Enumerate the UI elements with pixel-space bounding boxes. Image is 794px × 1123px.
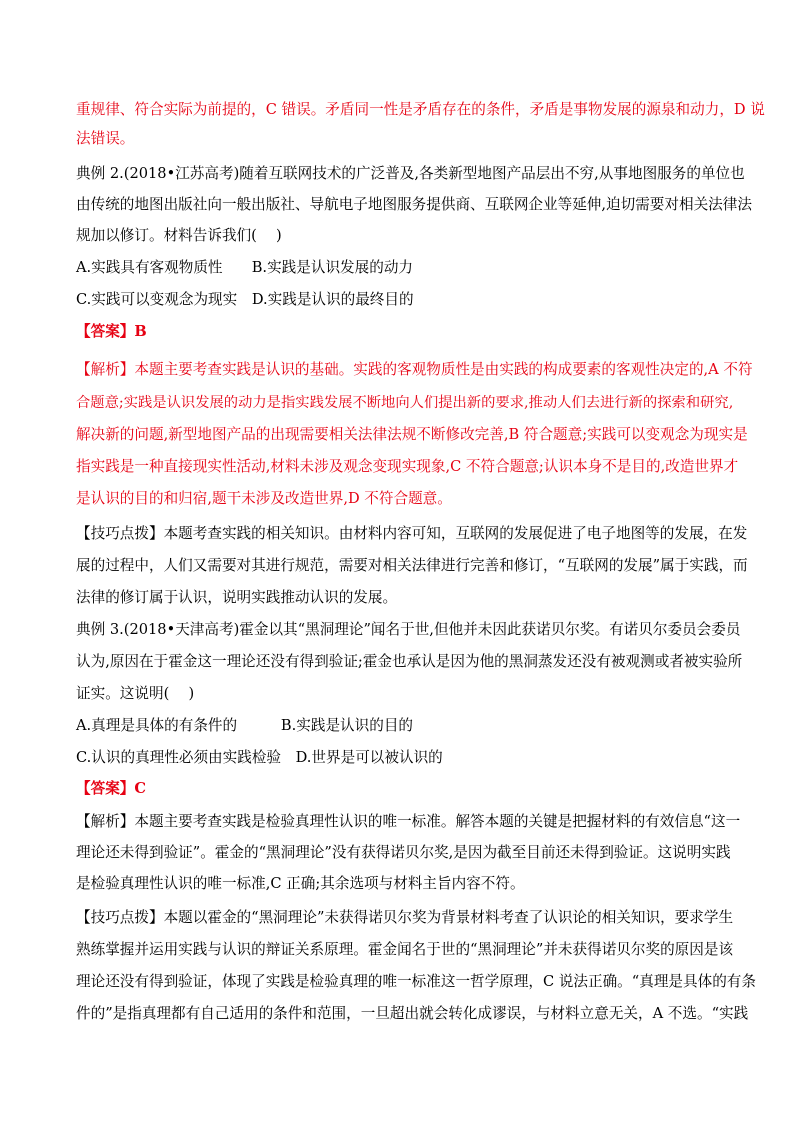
example-3-tip-line-1: 【技巧点拨】本题以霍金的“黑洞理论”未获得诺贝尔奖为背景材料考查了认识论的相关知识，要求学生: [76, 909, 734, 926]
example-2-analysis-line-4: 指实践是一种直接现实性活动,材料未涉及观念变现实现象,C 不符合题意;认识本身不是目的,改造世界才: [76, 458, 739, 475]
example-2-options-cd: C.实践可以变观念为现实 D.实践是认识的最终目的: [76, 291, 414, 308]
example-3-answer: 【答案】C: [76, 780, 146, 797]
example-2-analysis-line-5: 是认识的目的和归宿,题干未涉及改造世界,D 不符合题意。: [76, 490, 452, 507]
example-2-tip-line-2: 展的过程中，人们又需要对其进行规范，需要对相关法律进行完善和修订，“互联网的发展”属于实践，而: [76, 557, 748, 574]
example-2-analysis-line-2: 合题意;实践是认识发展的动力是指实践发展不断地向人们提出新的要求,推动人们去进行新的探索和研究,: [76, 395, 734, 411]
example-3-analysis-line-2: 理论还未得到验证”。霍金的“黑洞理论”没有获得诺贝尔奖,是因为截至目前还未得到验证。这说明实践: [76, 844, 731, 861]
example-3-question-line-1: 典例 3.(2018•天津高考)霍金以其“黑洞理论”闻名于世,但他并未因此获诺贝尔奖。有诺贝尔委员会委员: [76, 621, 741, 638]
example-2-question-line-2: 由传统的地图出版社向一般出版社、导航电子地图服务提供商、互联网企业等延伸,迫切需要对相关法律法: [76, 196, 752, 213]
example-3-question-line-2: 认为,原因在于霍金这一理论还没有得到验证;霍金也承认是因为他的黑洞蒸发还没有被观测或者被实验所: [76, 653, 743, 670]
example-2-question-line-1: 典例 2.(2018•江苏高考)随着互联网技术的广泛普及,各类新型地图产品层出不穷,从事地图服务的单位也: [76, 165, 745, 182]
explanation-continued-line-2: 法错误。: [76, 130, 135, 147]
example-2-answer: 【答案】B: [76, 323, 147, 340]
example-2-question-line-3: 规加以修订。材料告诉我们( ): [76, 227, 282, 244]
example-2-tip-line-3: 法律的修订属于认识，说明实践推动认识的发展。: [76, 589, 398, 606]
example-3-question-line-3: 证实。这说明( ): [76, 685, 195, 702]
example-3-tip-line-3: 理论还没有得到验证，体现了实践是检验真理的唯一标准这一哲学原理，C 说法正确。“真理是具体的有条: [76, 973, 756, 990]
example-3-analysis-line-3: 是检验真理性认识的唯一标准,C 正确;其余选项与材料主旨内容不符。: [76, 875, 525, 892]
example-2-analysis-line-1: 【解析】本题主要考查实践是认识的基础。实践的客观物质性是由实践的构成要素的客观性决定的,A 不符: [76, 361, 753, 378]
example-2-analysis-line-3: 解决新的问题,新型地图产品的出现需要相关法律法规不断修改完善,B 符合题意;实践可以变观念为现实是: [76, 426, 748, 443]
explanation-continued-line-1: 重规律、符合实际为前提的，C 错误。矛盾同一性是矛盾存在的条件，矛盾是事物发展的源泉和动力，D 说: [76, 101, 765, 118]
example-2-tip-line-1: 【技巧点拨】本题考查实践的相关知识。由材料内容可知，互联网的发展促进了电子地图等的发展，在发: [76, 525, 748, 542]
example-2-options-ab: A.实践具有客观物质性 B.实践是认识发展的动力: [76, 259, 414, 276]
example-3-options-cd: C.认识的真理性必须由实践检验 D.世界是可以被认识的: [76, 749, 443, 766]
example-3-options-ab: A.真理是具体的有条件的 B.实践是认识的目的: [76, 717, 414, 734]
example-3-analysis-line-1: 【解析】本题主要考查实践是检验真理性认识的唯一标准。解答本题的关键是把握材料的有效信息“这一: [76, 813, 741, 830]
example-3-tip-line-2: 熟练掌握并运用实践与认识的辩证关系原理。霍金闻名于世的“黑洞理论”并未获得诺贝尔奖的原因是该: [76, 941, 734, 958]
example-3-tip-line-4: 件的”是指真理都有自己适用的条件和范围，一旦超出就会转化成谬误，与材料立意无关，A 不选。“实践: [76, 1005, 749, 1022]
